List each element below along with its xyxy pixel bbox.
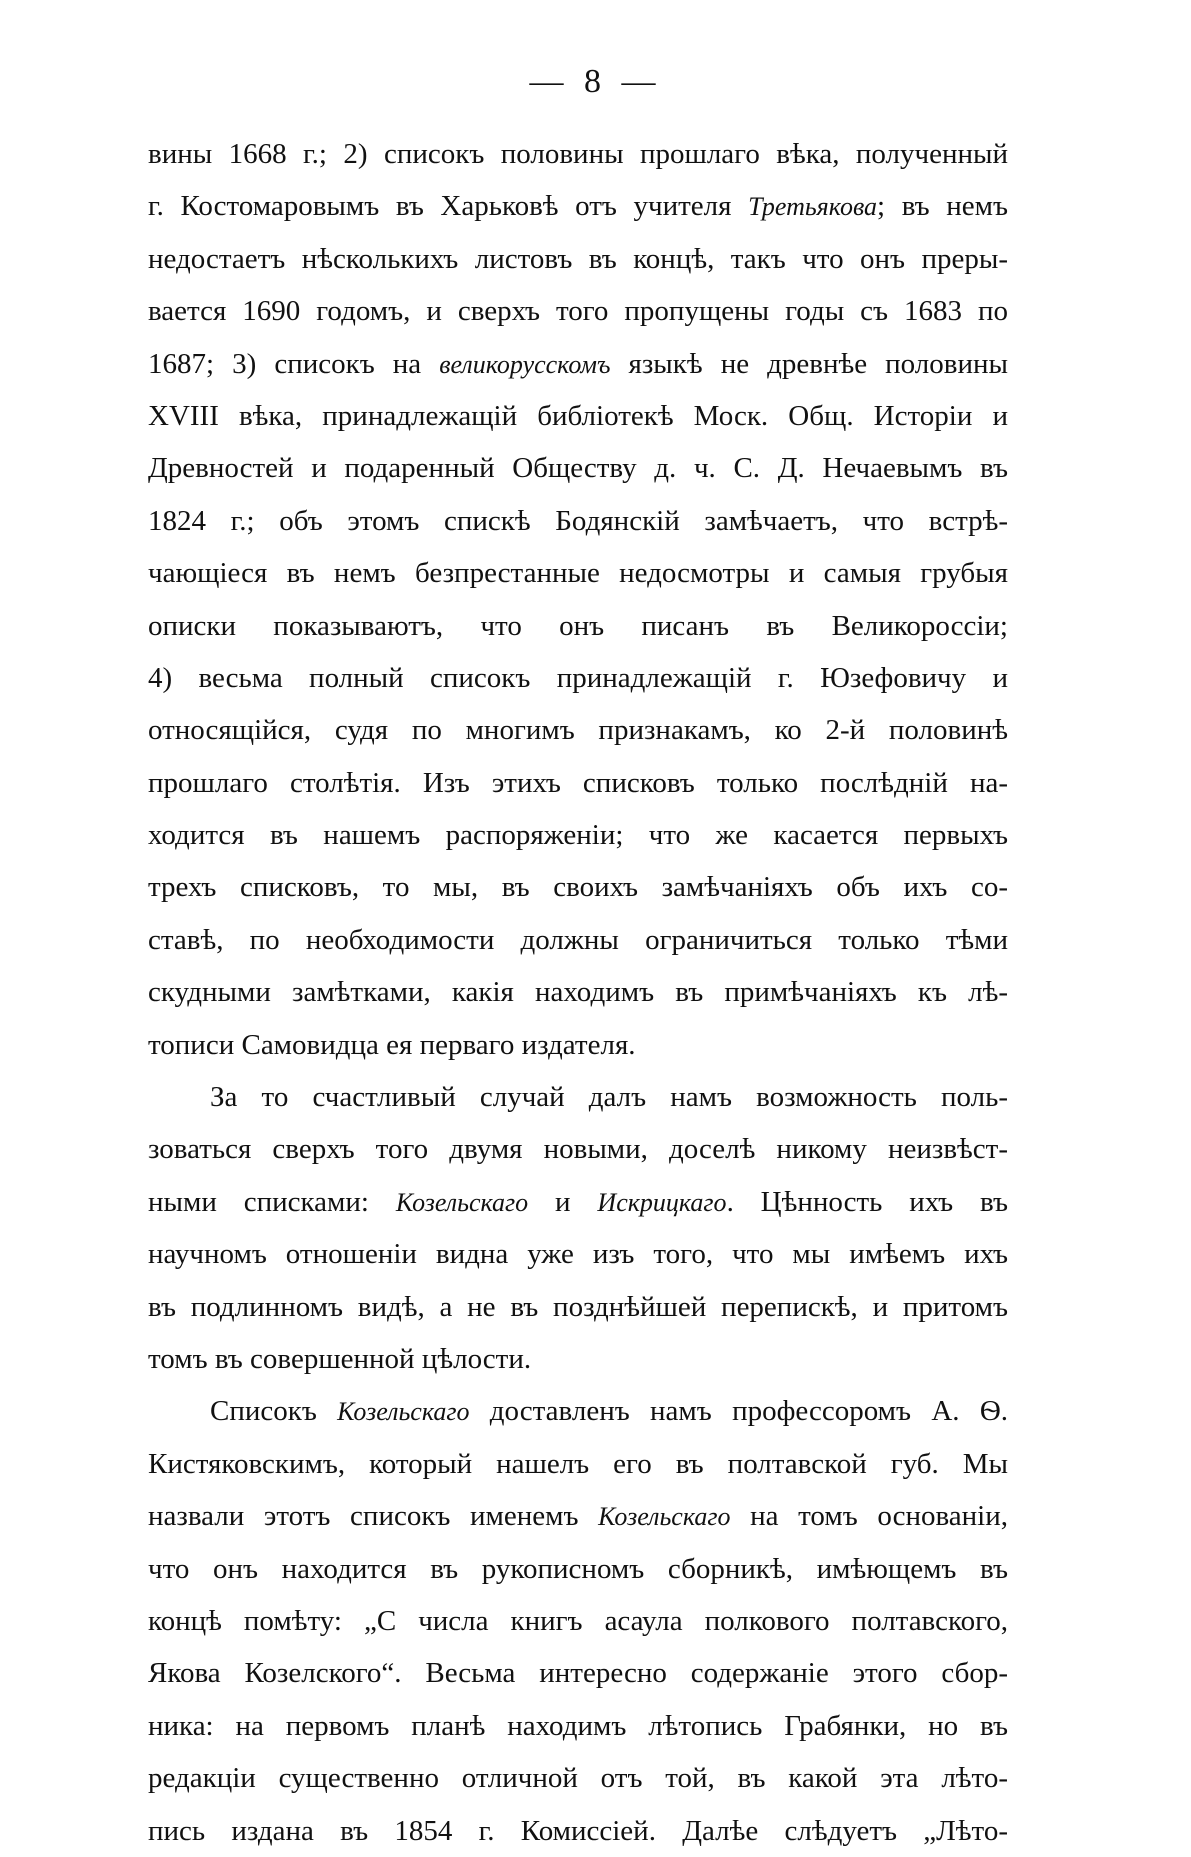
text-line: За то счастливый случай далъ намъ возможность поль- xyxy=(210,1081,1008,1114)
text-line: описки показываютъ, что онъ писанъ въ Великороссіи; xyxy=(148,609,1008,642)
text-line: 4) весьма полный списокъ принадлежащій г. Юзефовичу и xyxy=(148,661,1008,694)
text-line: ходится въ нашемъ распоряженіи; что же касается первыхъ xyxy=(148,819,1008,852)
text-line: г. Костомаровымъ въ Харьковѣ отъ учителя Третьякова; въ немъ xyxy=(148,190,1008,223)
text-line: концѣ помѣту: „С числа книгъ асаула полкового полтавского, xyxy=(148,1604,1008,1637)
text-line: ника: на первомъ планѣ находимъ лѣтопись Грабянки, но въ xyxy=(148,1709,1008,1742)
text-line: Кистяковскимъ, который нашелъ его въ полтавской губ. Мы xyxy=(148,1447,1008,1480)
text-line: томъ въ совершенной цѣлости. xyxy=(148,1342,532,1375)
text-line: недостаетъ нѣсколькихъ листовъ въ концѣ, такъ что онъ преры- xyxy=(148,242,1008,275)
text-line: что онъ находится въ рукописномъ сборникѣ, имѣющемъ въ xyxy=(148,1552,1008,1585)
paragraph-2 xyxy=(148,1071,1008,1385)
text-line: назвали этотъ списокъ именемъ Козельскаго на томъ основаніи, xyxy=(148,1500,1008,1533)
text-line: Якова Козелского“. Весьма интересно содержаніе этого сбор- xyxy=(148,1657,1008,1690)
paragraph-3 xyxy=(148,1385,1008,1857)
text-line: Списокъ Козельскаго доставленъ намъ профессоромъ А. Ѳ. xyxy=(210,1395,1008,1428)
text-line: прошлаго столѣтія. Изъ этихъ списковъ только послѣдній на- xyxy=(148,766,1008,799)
text-line: ставѣ, по необходимости должны ограничиться только тѣми xyxy=(148,923,1008,956)
body-text xyxy=(148,128,1008,1857)
text-line: редакціи существенно отличной отъ той, въ какой эта лѣто- xyxy=(148,1762,1008,1795)
text-line: чающіеся въ немъ безпрестанные недосмотры и самыя грубыя xyxy=(148,557,1008,590)
text-line: вины 1668 г.; 2) списокъ половины прошлаго вѣка, полученный xyxy=(148,138,1008,170)
text-line: трехъ списковъ, то мы, въ своихъ замѣчаніяхъ объ ихъ со- xyxy=(148,871,1008,904)
text-line: XVIII вѣка, принадлежащій библіотекѣ Моск. Общ. Исторіи и xyxy=(148,399,1008,432)
text-line: тописи Самовидца ея перваго издателя. xyxy=(148,1028,636,1061)
text-line: пись издана въ 1854 г. Комиссіей. Далѣе слѣдуетъ „Лѣто- xyxy=(148,1814,1008,1847)
paragraph-1 xyxy=(148,128,1008,1071)
text-line: 1687; 3) списокъ на великорусскомъ языкѣ не древнѣе половины xyxy=(148,347,1008,380)
text-line: зоваться сверхъ того двумя новыми, доселѣ никому неизвѣст- xyxy=(148,1133,1008,1166)
text-line: относящійся, судя по многимъ признакамъ, ко 2-й половинѣ xyxy=(148,714,1008,747)
text-line: ными списками: Козельскаго и Искрицкаго. Цѣнность ихъ въ xyxy=(148,1185,1008,1218)
text-line: скудными замѣтками, какія находимъ въ примѣчаніяхъ къ лѣ- xyxy=(148,976,1008,1009)
text-line: въ подлинномъ видѣ, а не въ позднѣйшей перепискѣ, и притомъ xyxy=(148,1290,1008,1323)
page-number: — 8 — xyxy=(529,63,662,100)
text-line: вается 1690 годомъ, и сверхъ того пропущены годы съ 1683 по xyxy=(148,295,1008,328)
text-line: Древностей и подаренный Обществу д. ч. С. Д. Нечаевымъ въ xyxy=(148,452,1008,485)
text-line: 1824 г.; объ этомъ спискѣ Бодянскій замѣчаетъ, что встрѣ- xyxy=(148,504,1008,537)
text-line: научномъ отношеніи видна уже изъ того, что мы имѣемъ ихъ xyxy=(148,1238,1008,1271)
